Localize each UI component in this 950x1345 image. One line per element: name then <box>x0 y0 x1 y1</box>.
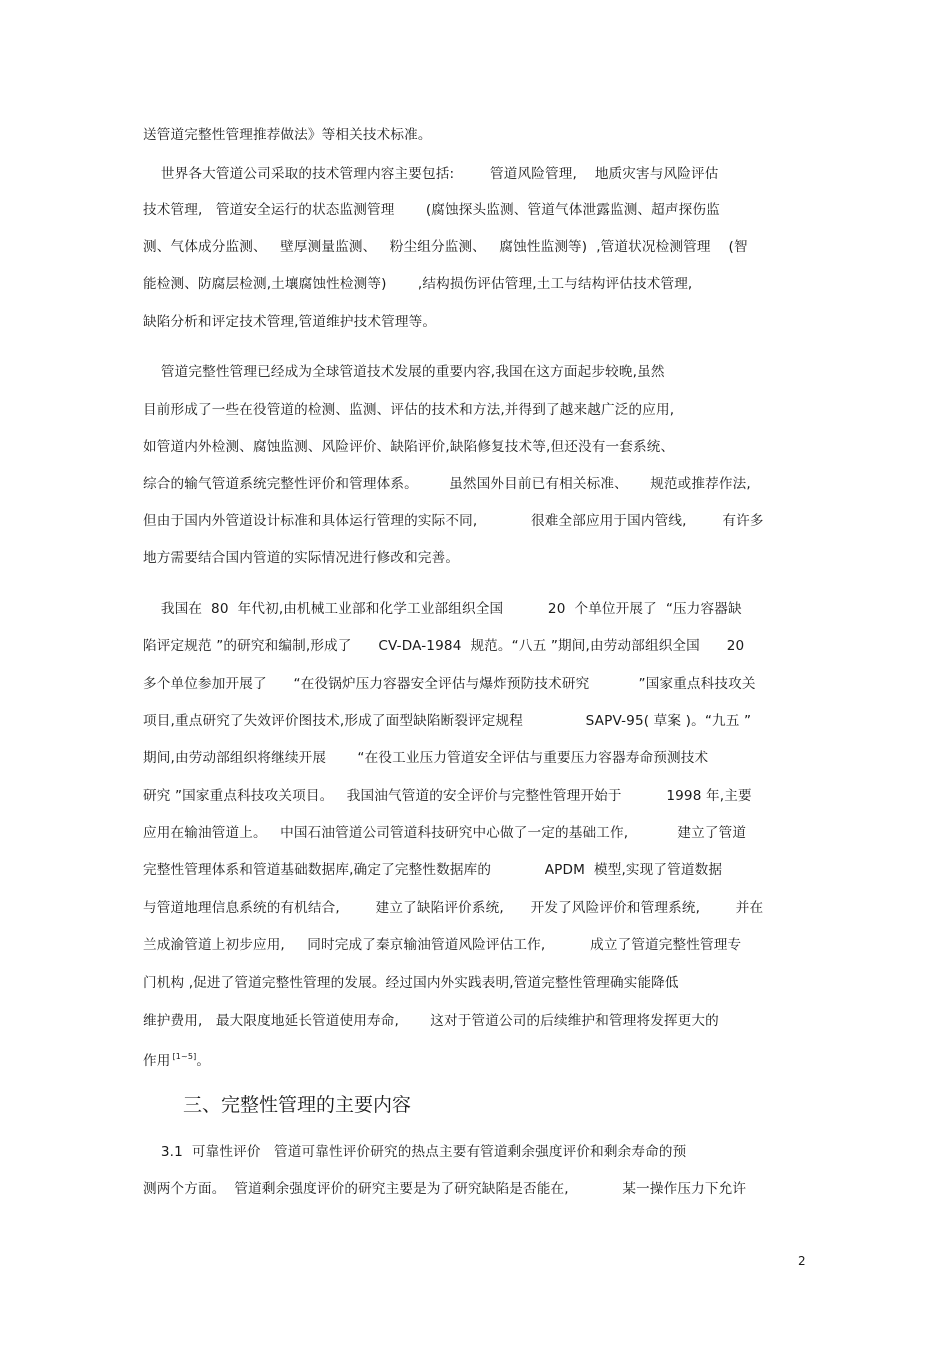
text-line: 地方需要结合国内管道的实际情况进行修改和完善。 <box>143 550 460 566</box>
text-line: 管道完整性管理已经成为全球管道技术发展的重要内容,我国在这方面起步较晚,虽然 <box>143 364 665 380</box>
text-line: 综合的输气管道系统完整性评价和管理体系。 虽然国外目前已有相关标准、 规范或推荐作法, <box>143 476 751 492</box>
text-line: 技术管理, 管道安全运行的状态监测管理 (腐蚀探头监测、管道气体泄露监测、超声探伤监 <box>143 202 720 218</box>
text-line: 研究 ”国家重点科技攻关项目。 我国油气管道的安全评价与完整性管理开始于 1998 年,主要 <box>143 788 752 804</box>
text-line: 但由于国内外管道设计标准和具体运行管理的实际不同, 很难全部应用于国内管线, 有许多 <box>143 513 764 529</box>
text-line: 维护费用, 最大限度地延长管道使用寿命, 这对于管道公司的后续维护和管理将发挥更大的 <box>143 1013 719 1029</box>
text-line: 陷评定规范 ”的研究和编制,形成了 CV-DA-1984 规范。“八五 ”期间,由劳动部组织全国 20 <box>143 638 745 654</box>
text-line: 送管道完整性管理推荐做法》等相关技术标准。 <box>143 127 432 143</box>
text-line: 门机构 ,促进了管道完整性管理的发展。经过国内外实践表明,管道完整性管理确实能降低 <box>143 975 679 991</box>
text-line: 期间,由劳动部组织将继续开展 “在役工业压力管道安全评估与重要压力容器寿命预测技术 <box>143 750 709 766</box>
text-line: 如管道内外检测、腐蚀监测、风险评价、缺陷评价,缺陷修复技术等,但还没有一套系统、 <box>143 439 675 455</box>
text-line: 与管道地理信息系统的有机结合, 建立了缺陷评价系统, 开发了风险评价和管理系统, 并在 <box>143 900 764 916</box>
text-line: 测、气体成分监测、 壁厚测量监测、 粉尘组分监测、 腐蚀性监测等) ,管道状况检测管理 (智 <box>143 239 748 255</box>
text-line: 应用在输油管道上。 中国石油管道公司管道科技研究中心做了一定的基础工作, 建立了管道 <box>143 825 747 841</box>
text-line: 缺陷分析和评定技术管理,管道维护技术管理等。 <box>143 314 437 330</box>
text-line: 3.1 可靠性评价 管道可靠性评价研究的热点主要有管道剩余强度评价和剩余寿命的预 <box>143 1144 687 1160</box>
page-number: 2 <box>798 1254 806 1268</box>
text-line: 完整性管理体系和管道基础数据库,确定了完整性数据库的 APDM 模型,实现了管道数据 <box>143 862 723 878</box>
text-line: 能检测、防腐层检测,土壤腐蚀性检测等) ,结构损伤评估管理,土工与结构评估技术管理, <box>143 276 693 292</box>
text-line: 我国在 80 年代初,由机械工业部和化学工业部组织全国 20 个单位开展了 “压力容器缺 <box>143 601 742 617</box>
text-line: 世界各大管道公司采取的技术管理内容主要包括: 管道风险管理, 地质灾害与风险评估 <box>143 166 719 182</box>
text-line <box>143 1048 210 1070</box>
text-line: 多个单位参加开展了 “在役锅炉压力容器安全评估与爆炸预防技术研究 ”国家重点科技攻关 <box>143 676 756 692</box>
text-fragment: 作用 <box>143 1053 171 1069</box>
text-line: 项目,重点研究了失效评价图技术,形成了面型缺陷断裂评定规程 SAPV-95( 草案 )。“九五 ” <box>143 713 752 729</box>
text-line: 目前形成了一些在役管道的检测、监测、评估的技术和方法,并得到了越来越广泛的应用, <box>143 402 675 418</box>
text-fragment: 。 <box>196 1053 211 1069</box>
text-line: 兰成渝管道上初步应用, 同时完成了秦京输油管道风险评估工作, 成立了管道完整性管理专 <box>143 937 742 953</box>
citation-superscript: [1~5] <box>172 1052 197 1061</box>
section-heading: 三、完整性管理的主要内容 <box>183 1094 412 1116</box>
text-line: 测两个方面。 管道剩余强度评价的研究主要是为了研究缺陷是否能在, 某一操作压力下允许 <box>143 1181 747 1197</box>
